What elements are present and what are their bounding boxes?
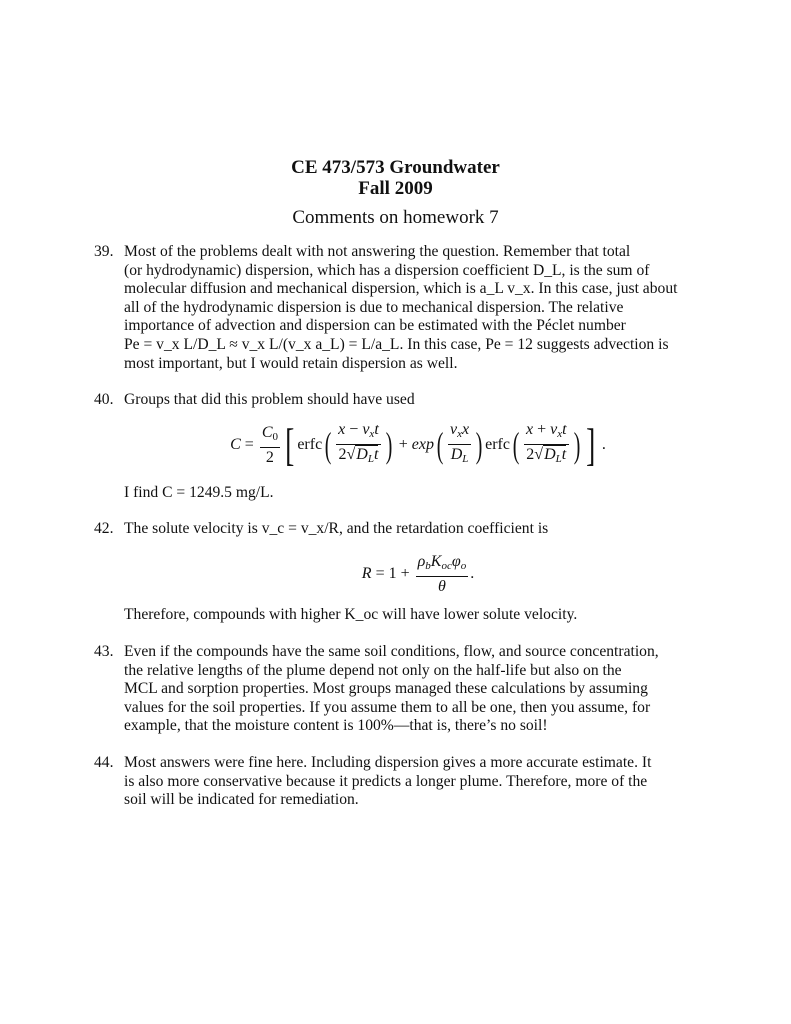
item-line: Pe = v_x L/D_L ≈ v_x L/(v_x a_L) = L/a_L. In this case, Pe = 12 suggests advection is: [124, 335, 669, 353]
term-label: Fall 2009: [358, 178, 433, 199]
comment-item-44: [94, 754, 700, 810]
item-line: Most of the problems dealt with not answering the question. Remember that total: [124, 243, 631, 260]
item-line: importance of advection and dispersion can be estimated with the Péclet number: [124, 317, 626, 335]
item-intro: Groups that did this problem should have used: [124, 391, 415, 408]
item-line: all of the hydrodynamic dispersion is due to mechanical dispersion. The relative: [124, 298, 624, 316]
retardation-equation: R = 1 + $\frac{\rho_bK_{oc}\varphi_o}{\theta}$ .: [361, 553, 475, 595]
item-line: (or hydrodynamic) dispersion, which has a dispersion coefficient D_L, is the sum of: [124, 261, 650, 279]
item-line: soil will be indicated for remediation.: [124, 791, 359, 809]
comment-item-39: [94, 243, 700, 373]
comment-item-40: [94, 391, 700, 410]
item-line: molecular diffusion and mechanical dispersion, which is a_L v_x. In this case, just about: [124, 280, 678, 298]
item-line: most important, but I would retain dispersion as well.: [124, 354, 458, 372]
item-number: 42.: [94, 520, 114, 537]
comment-item-40-result: [94, 484, 700, 503]
item-number: 39.: [94, 243, 114, 260]
concentration-equation: C = $\frac{C_0}{2}$ [ erfc ( $\frac{x - v_xt}{2√D_Lt}$ ) + exp ( $\frac{v_xx}{D_L}$ ) erfc ( $\frac{x + v_xt}{2√D_Lt}$ ) ] .: [230, 418, 606, 470]
item-number: 40.: [94, 391, 114, 408]
comment-item-42: [94, 520, 700, 539]
item-number: 44.: [94, 754, 114, 771]
item-line: is also more conservative because it predicts a longer plume. Therefore, more of the: [124, 772, 648, 790]
item-number: 43.: [94, 643, 114, 660]
document-title: Comments on homework 7: [292, 207, 499, 228]
comment-item-42-conclusion: [94, 606, 700, 625]
document-header: [0, 157, 791, 229]
item-result: I find C = 1249.5 mg/L.: [124, 484, 274, 501]
course-title: CE 473/573 Groundwater: [291, 157, 500, 178]
item-line: example, that the moisture content is 100%—that is, there’s no soil!: [124, 717, 548, 735]
comment-item-43: [94, 643, 700, 736]
item-line: MCL and sorption properties. Most groups managed these calculations by assuming: [124, 680, 648, 698]
item-line: Most answers were fine here. Including dispersion gives a more accurate estimate. It: [124, 754, 652, 771]
item-line: values for the soil properties. If you assume them to all be one, then you assume, for: [124, 698, 651, 716]
item-conclusion: Therefore, compounds with higher K_oc will have lower solute velocity.: [124, 606, 578, 623]
item-intro: The solute velocity is v_c = v_x/R, and the retardation coefficient is: [124, 520, 549, 537]
item-line: the relative lengths of the plume depend not only on the half-life but also on the: [124, 661, 622, 679]
item-line: Even if the compounds have the same soil conditions, flow, and source concentration,: [124, 643, 659, 660]
